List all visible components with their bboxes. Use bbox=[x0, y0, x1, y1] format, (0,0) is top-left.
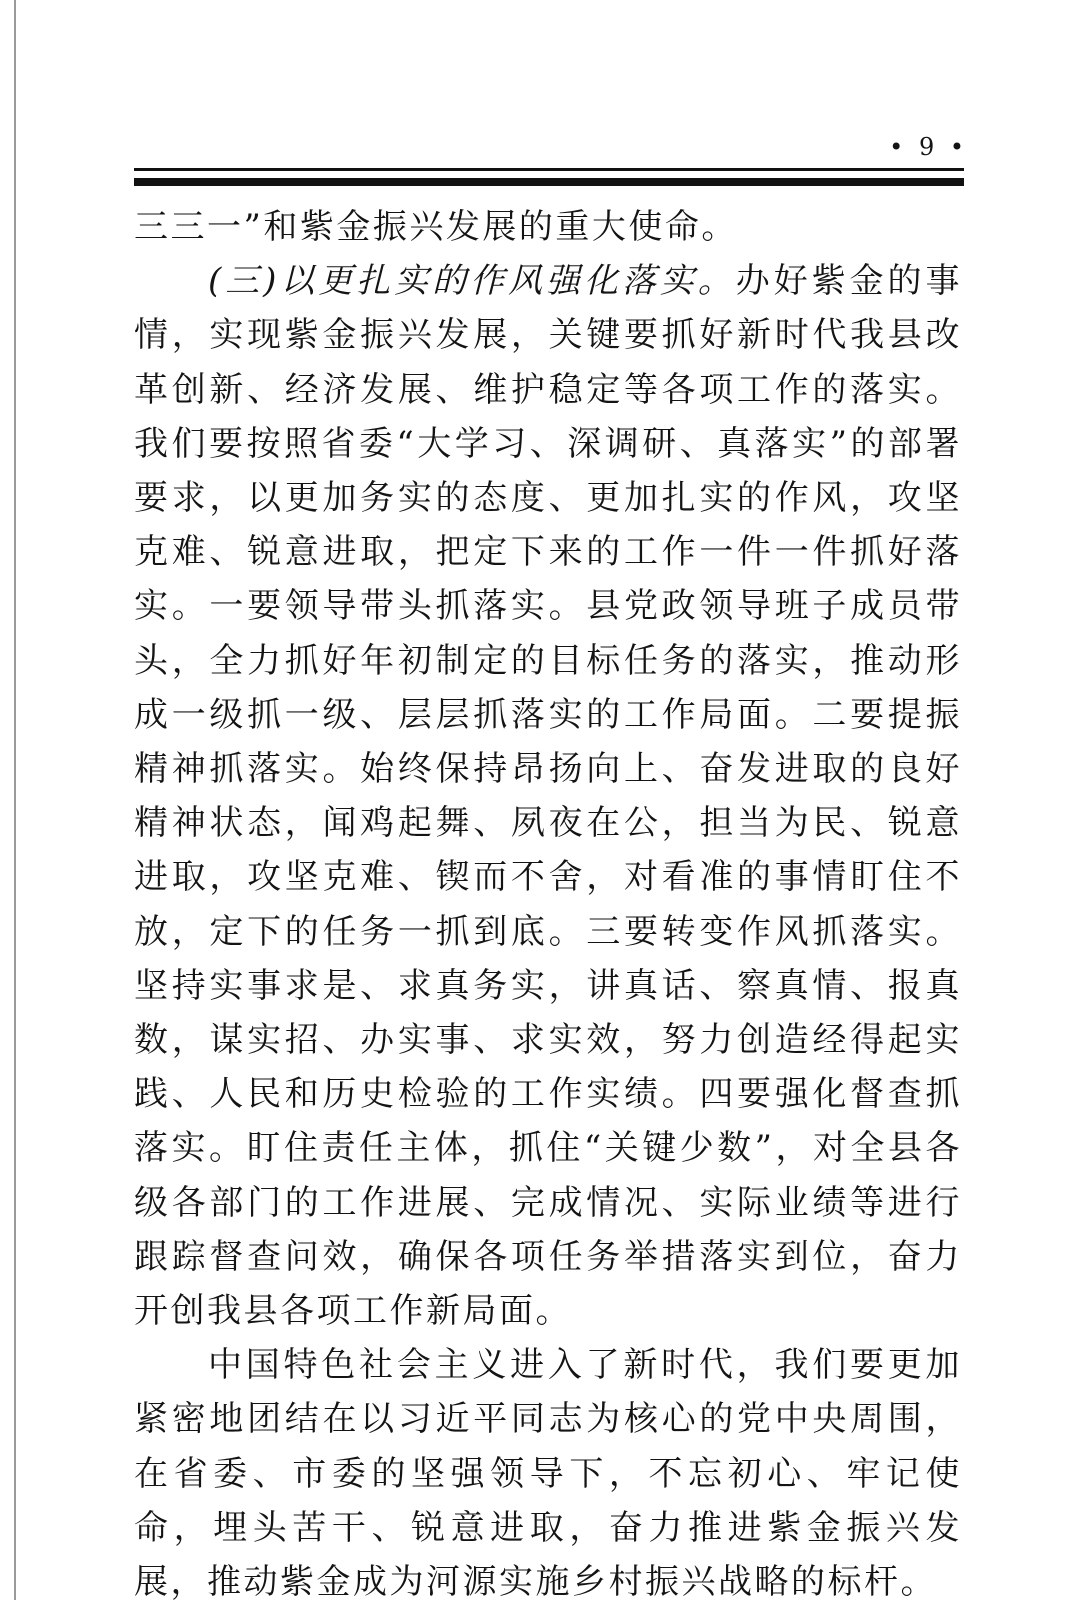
paragraph-text: 中国特色社会主义进入了新时代，我们要更加紧密地团结在以习近平同志为核心的党中央周围，在省委、市委的坚强领导下，不忘初心、牢记使命，埋头苦干、锐意进取，奋力推进紫金振兴发展，推动紫金成为河源实施乡村振兴战略的标杆。 bbox=[134, 1345, 962, 1603]
paragraph-text: 办好紫金的事情，实现紫金振兴发展，关键要抓好新时代我县改革创新、经济发展、维护稳定等各项工作的落实。我们要按照省委“大学习、深调研、真落实”的部署要求，以更加务实的态度、更加扎实的作风，攻坚克难、锐意进取，把定下来的工作一件一件抓好落实。一要领导带头抓落实。县党政领导班子成员带头，全力抓好年初制定的目标任务的落实，推动形成一级抓一级、层层抓落实的工作局面。二要提振精神抓落实。始终保持昂扬向上、奋发进取的良好精神状态，闻鸡起舞、夙夜在公，担当为民、锐意进取，攻坚克难、锲而不舍，对看准的事情盯住不放，定下的任务一抓到底。三要转变作风抓落实。坚持实事求是、求真务实，讲真话、察真情、报真数，谋实招、办实事、求实效，努力创造经得起实践、人民和历史检验的工作实绩。四要强化督查抓落实。盯住责任主体，抓住“关键少数”，对全县各级各部门的工作进展、完成情况、实际业绩等进行跟踪督查问效，确保各项任务举措落实到位，奋力开创我县各项工作新局面。 bbox=[134, 261, 963, 1332]
paragraph-text: 三三一”和紫金振兴发展的重大使命。 bbox=[134, 207, 738, 247]
header-rule-thick bbox=[134, 178, 964, 186]
body-text bbox=[134, 200, 962, 1609]
section-heading: (三)以更扎实的作风强化落实。 bbox=[208, 261, 736, 302]
paragraph-section-three bbox=[134, 254, 962, 1338]
paragraph-continuation bbox=[134, 200, 962, 254]
paragraph-closing bbox=[134, 1338, 962, 1609]
page-number: • 9 • bbox=[889, 133, 968, 161]
header-rule-thin bbox=[134, 168, 964, 171]
page-edge bbox=[14, 0, 16, 1600]
